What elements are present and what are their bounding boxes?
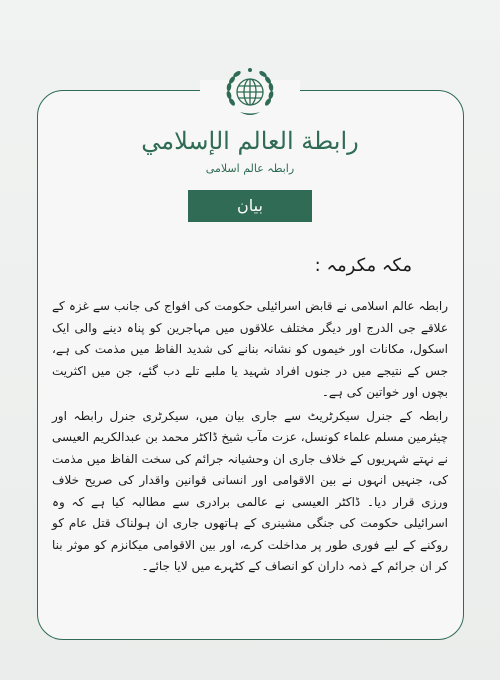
statement-body xyxy=(52,296,448,578)
paragraph: رابطہ عالم اسلامی نے قابض اسرائیلی حکومت کی افواج کی جانب سے غزہ کے علاقے جی الدرج اور دیگر مختلف علاقوں میں مہاجرین کو پناہ دینے والی ایک اسکول، مکانات اور خیموں کو نشانہ بنانے کی شدید الفاظ میں مذمت کی ہے، جس کے نتیجے میں در جنوں افراد شہید یا ملبے تلے دب گئے، جن میں اکثریت بچوں اور خواتین کی ہے۔ xyxy=(52,299,448,399)
statement-banner: بیان xyxy=(188,190,312,222)
organization-name: رابطة العالم الإسلامي xyxy=(141,127,359,155)
organization-name-urdu: رابطہ عالم اسلامی xyxy=(205,162,295,175)
paragraph: رابطہ کے جنرل سیکرٹریٹ سے جاری بیان میں، سیکرٹری جنرل رابطہ اور چیئرمین مسلم علماء کونسل، عزت مآب شیخ ڈاکٹر محمد بن عبدالکریم العیسی نے نہتے شہریوں کے خلاف جاری ان وحشیانہ جرائم کی سخت الفاظ میں مذمت کی، جنہیں انہوں نے بین الاقوامی اور انسانی قوانین واقدار کی صریح خلاف ورزی قرار دیا۔ ڈاکٹر العیسی نے عالمی برادری سے مطالبہ کیا ہے کہ وہ اسرائیلی حکومت کی جنگی مشینری کے ہاتھوں جاری ان ہولناک قتل عام کو روکنے کے لیے فوری طور پر مداخلت کرے، اور بین الاقوامی میکانزم کو موثر بنا کر ان جرائم کے ذمہ داران کو انصاف کے کٹہرے میں لایا جائے۔ xyxy=(52,408,448,573)
location-dateline: مکہ مکرمہ : xyxy=(314,255,412,276)
globe-wreath-emblem-icon xyxy=(218,62,282,126)
